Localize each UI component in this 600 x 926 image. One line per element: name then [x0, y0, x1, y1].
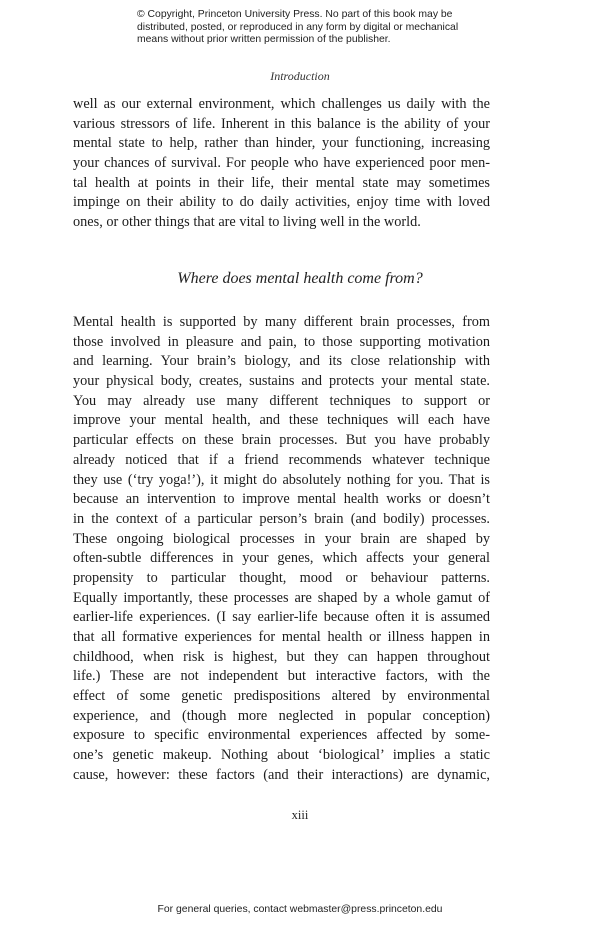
text-line: your physical body, creates, sustains and protects your mental state. [73, 373, 490, 390]
text-line: those involved in pleasure and pain, to those supporting motivation [73, 333, 490, 350]
text-line: that all formative experiences for mental health or illness happen in [73, 629, 490, 645]
text-line: often-subtle differences in your genes, which affects your general [73, 550, 490, 567]
text-line: tal health at points in their life, their mental state may sometimes [73, 174, 490, 191]
section-heading: Where does mental health come from? [177, 270, 423, 287]
text-line: You may already use many different techniques to support or [73, 392, 490, 409]
text-line: in the context of a particular person’s brain (and bodily) processes. [73, 510, 490, 527]
text-line: exposure to specific environmental experiences affected by some- [73, 727, 490, 744]
text-line: Mental health is supported by many different brain processes, from [73, 314, 490, 330]
text-line: particular effects on these brain processes. But you have probably [73, 432, 490, 449]
text-line: impinge on their ability to do daily activities, enjoy time with loved [73, 194, 490, 211]
text-line: cause, however: these factors (and their interactions) are dynamic, [73, 766, 490, 783]
text-line: life.) These are not independent but interactive factors, with the [73, 668, 490, 685]
text-line: propensity to particular thought, mood or behaviour patterns. [73, 569, 490, 586]
paragraph [73, 95, 490, 233]
text-line: improve your mental health, and these techniques will each have [73, 412, 490, 429]
text-line: well as our external environment, which challenges us daily with the [73, 96, 490, 112]
text-line: one’s genetic makeup. Nothing about ‘biological’ implies a static [73, 747, 490, 764]
copyright-line: © Copyright, Princeton University Press. No part of this book may be [137, 9, 453, 20]
text-line: effect of some genetic predispositions altered by environmental [73, 688, 490, 705]
text-line: childhood, when risk is highest, but they can happen throughout [73, 648, 490, 665]
text-line: earlier-life experiences. (I say earlier-life because often it is assumed [73, 609, 490, 626]
page-number: xiii [291, 808, 309, 822]
text-line: because an intervention to improve mental health works or doesn’t [73, 491, 490, 508]
copyright-notice [137, 9, 497, 47]
text-line: they use (‘try yoga!’), it might do absolutely nothing for you. That is [73, 471, 490, 488]
text-line: already noticed that if a friend recommends whatever technique [73, 451, 490, 468]
text-line: your chances of survival. For people who have experienced poor men- [73, 155, 490, 172]
text-line: and learning. Your brain’s biology, and its close relationship with [73, 353, 490, 370]
copyright-line: means without prior written permission of the publisher. [137, 34, 391, 45]
text-line: various stressors of life. Inherent in this balance is the ability of your [73, 115, 490, 132]
running-head: Introduction [270, 69, 330, 83]
text-line: ones, or other things that are vital to living well in the world. [73, 214, 421, 231]
paragraph [73, 313, 490, 786]
copyright-line: distributed, posted, or reproduced in any form by digital or mechanical [137, 21, 459, 33]
text-line: experience, and (though more neglected in popular conception) [73, 707, 490, 724]
text-line: These ongoing biological processes in your brain are shaped by [73, 530, 490, 547]
text-line: Equally importantly, these processes are shaped by a whole gamut of [73, 589, 490, 606]
footer-contact: For general queries, contact webmaster@press.princeton.edu [157, 904, 443, 915]
text-line: mental state to help, rather than hinder, your functioning, increasing [73, 135, 490, 152]
